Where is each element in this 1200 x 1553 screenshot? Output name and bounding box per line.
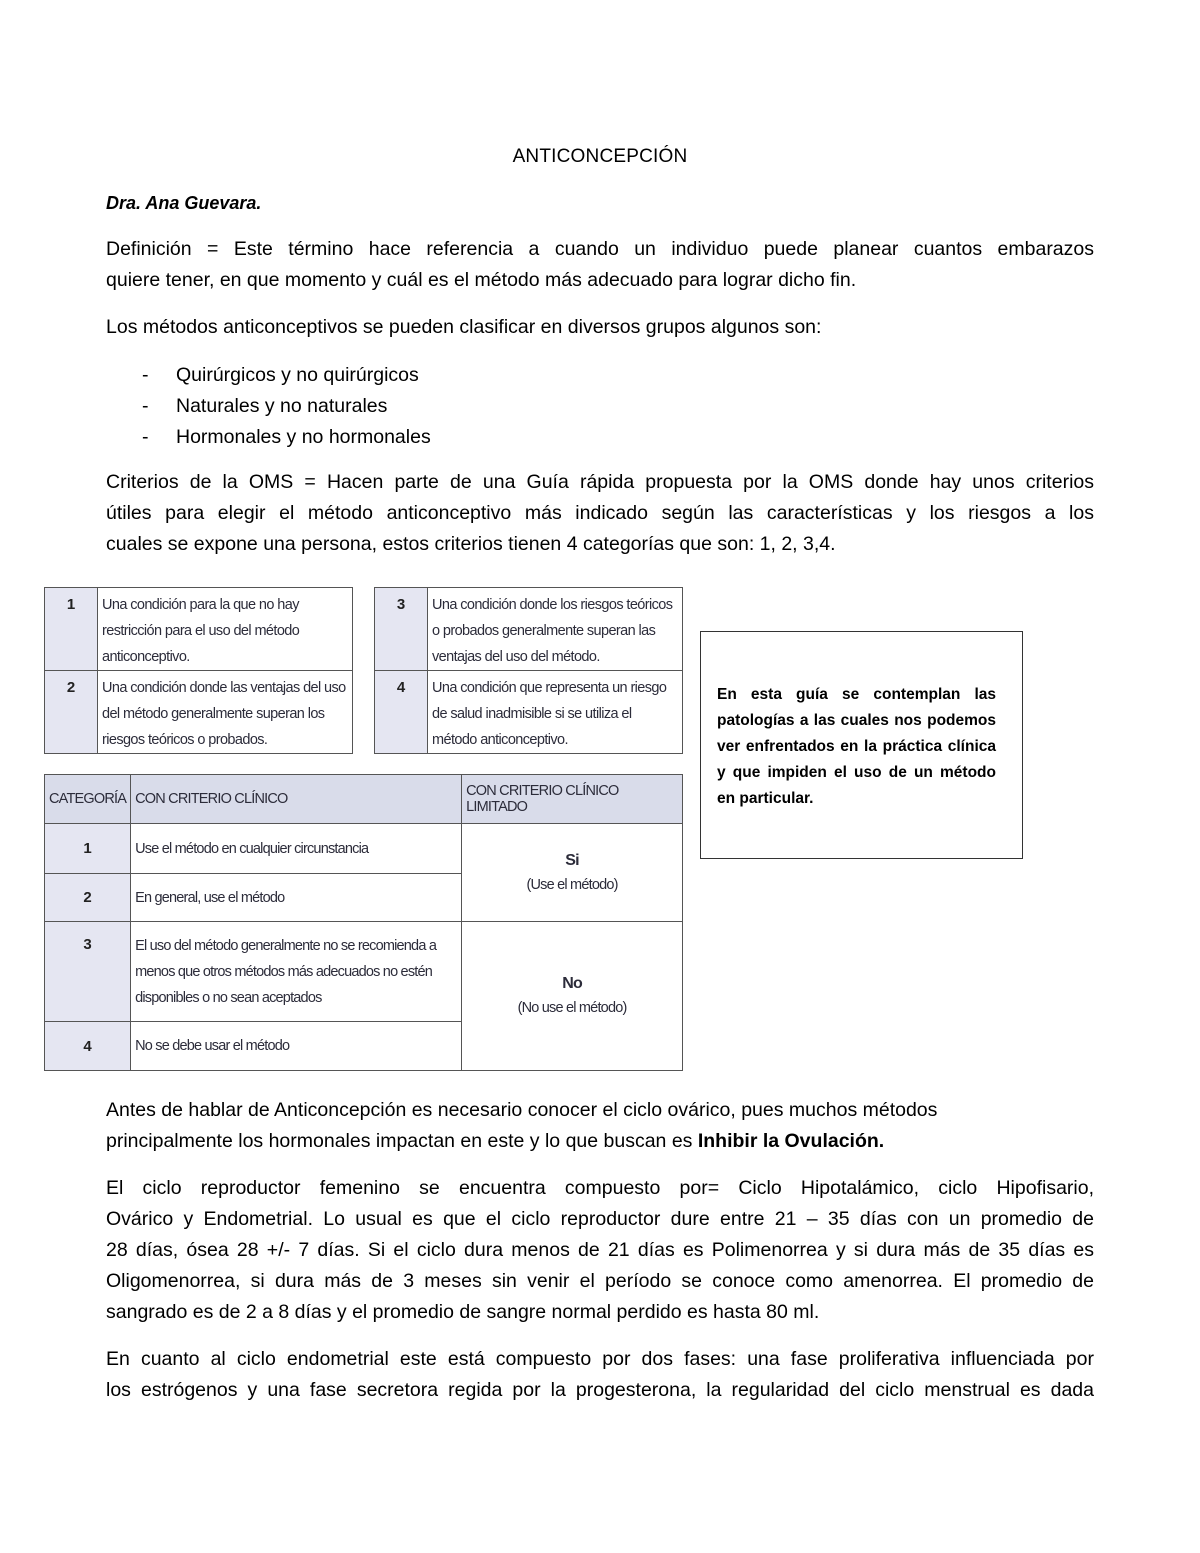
cycle-line: 28 días, ósea 28 +/- 7 días. Si el ciclo dura menos de 21 días es Polimenorrea y si dura más de 35 días es	[106, 1239, 1094, 1261]
note-box: En esta guía se contemplan las patologías a las cuales nos podemos ver enfrentados en la práctica clínica y que impiden el uso de un método en particular.	[700, 631, 1023, 859]
column-header-limited: CON CRITERIO CLÍNICO LIMITADO	[462, 775, 683, 824]
category-description: Una condición donde las ventajas del uso del método generalmente superan los riesgos teóricos o probados.	[98, 671, 353, 754]
clinical-criterion: No se debe usar el método	[131, 1022, 462, 1071]
table-row	[45, 588, 353, 671]
cycle-line: sangrado es de 2 a 8 días y el promedio de sangre normal perdido es hasta 80 ml.	[106, 1301, 820, 1323]
category-number: 2	[45, 874, 131, 922]
table-row	[375, 671, 683, 754]
limited-criterion-no: No (No use el método)	[462, 922, 683, 1071]
category-description: Una condición donde los riesgos teóricos o probados generalmente superan las ventajas del uso del método.	[428, 588, 683, 671]
methods-list	[142, 360, 431, 453]
ovarian-cycle-paragraph	[106, 1095, 1094, 1157]
list-item: - Quirúrgicos y no quirúrgicos	[142, 364, 419, 386]
categories-table-left	[44, 587, 353, 754]
endometrial-line: los estrógenos y una fase secretora regida por la progesterona, la regularidad del ciclo menstrual es dada	[106, 1379, 1094, 1401]
table-header-row	[45, 775, 683, 824]
methods-intro: Los métodos anticonceptivos se pueden clasificar en diversos grupos algunos son:	[106, 316, 822, 338]
oms-line: útiles para elegir el método anticonceptivo más indicado según las características y los riesgos a los	[106, 502, 1094, 524]
definition-paragraph	[106, 234, 1094, 296]
category-number: 4	[375, 671, 428, 754]
ovarian-line: principalmente los hormonales impactan en este y lo que buscan es Inhibir la Ovulación.	[106, 1130, 885, 1152]
table-row	[45, 922, 683, 1022]
document-title: ANTICONCEPCIÓN	[512, 146, 688, 167]
category-number: 2	[45, 671, 98, 754]
reproductive-cycle-paragraph	[106, 1173, 1094, 1328]
oms-line: Criterios de la OMS = Hacen parte de una Guía rápida propuesta por la OMS donde hay unos criterios	[106, 471, 1094, 493]
column-header-clinical: CON CRITERIO CLÍNICO	[131, 775, 462, 824]
category-description: Una condición para la que no hay restricción para el uso del método anticonceptivo.	[98, 588, 353, 671]
list-item: - Hormonales y no hormonales	[142, 426, 431, 448]
category-description: Una condición que representa un riesgo de salud inadmisible si se utiliza el método anticonceptivo.	[428, 671, 683, 754]
category-number: 3	[45, 922, 131, 1022]
oms-criteria-paragraph	[106, 467, 1094, 560]
category-number: 1	[45, 824, 131, 874]
cycle-line: Ovárico y Endometrial. Lo usual es que el ciclo reproductor dure entre 21 – 35 días con un promedio de	[106, 1208, 1094, 1230]
oms-line: cuales se expone una persona, estos criterios tienen 4 categorías que son: 1, 2, 3,4.	[106, 533, 836, 555]
endometrial-cycle-paragraph	[106, 1344, 1094, 1406]
clinical-criterion: El uso del método generalmente no se recomienda a menos que otros métodos más adecuados no estén disponibles o no sean aceptados	[131, 922, 462, 1022]
table-row	[45, 671, 353, 754]
definition-line: quiere tener, en que momento y cuál es el método más adecuado para lograr dicho fin.	[106, 269, 857, 291]
endometrial-line: En cuanto al ciclo endometrial este está compuesto por dos fases: una fase proliferativa influenciada por	[106, 1348, 1094, 1370]
author-name: Dra. Ana Guevara.	[106, 193, 262, 213]
ovarian-line: Antes de hablar de Anticoncepción es necesario conocer el ciclo ovárico, pues muchos métodos	[106, 1099, 938, 1121]
table-row	[45, 824, 683, 874]
ovarian-bold-text: Inhibir la Ovulación.	[697, 1130, 885, 1152]
criteria-table	[44, 774, 683, 1071]
clinical-criterion: En general, use el método	[131, 874, 462, 922]
clinical-criterion: Use el método en cualquier circunstancia	[131, 824, 462, 874]
cycle-line: El ciclo reproductor femenino se encuentra compuesto por= Ciclo Hipotalámico, ciclo Hipofisario,	[106, 1177, 1094, 1199]
column-header-category: CATEGORÍA	[45, 775, 131, 824]
cycle-line: Oligomenorrea, si dura más de 3 meses sin venir el período se conoce como amenorrea. El promedio de	[106, 1270, 1094, 1292]
category-number: 1	[45, 588, 98, 671]
category-number: 3	[375, 588, 428, 671]
table-row	[375, 588, 683, 671]
categories-table-right	[374, 587, 683, 754]
limited-criterion-yes: Si (Use el método)	[462, 824, 683, 922]
category-number: 4	[45, 1022, 131, 1071]
list-item: - Naturales y no naturales	[142, 395, 388, 417]
definition-line: Definición = Este término hace referencia a cuando un individuo puede planear cuantos embarazos	[106, 238, 1094, 260]
